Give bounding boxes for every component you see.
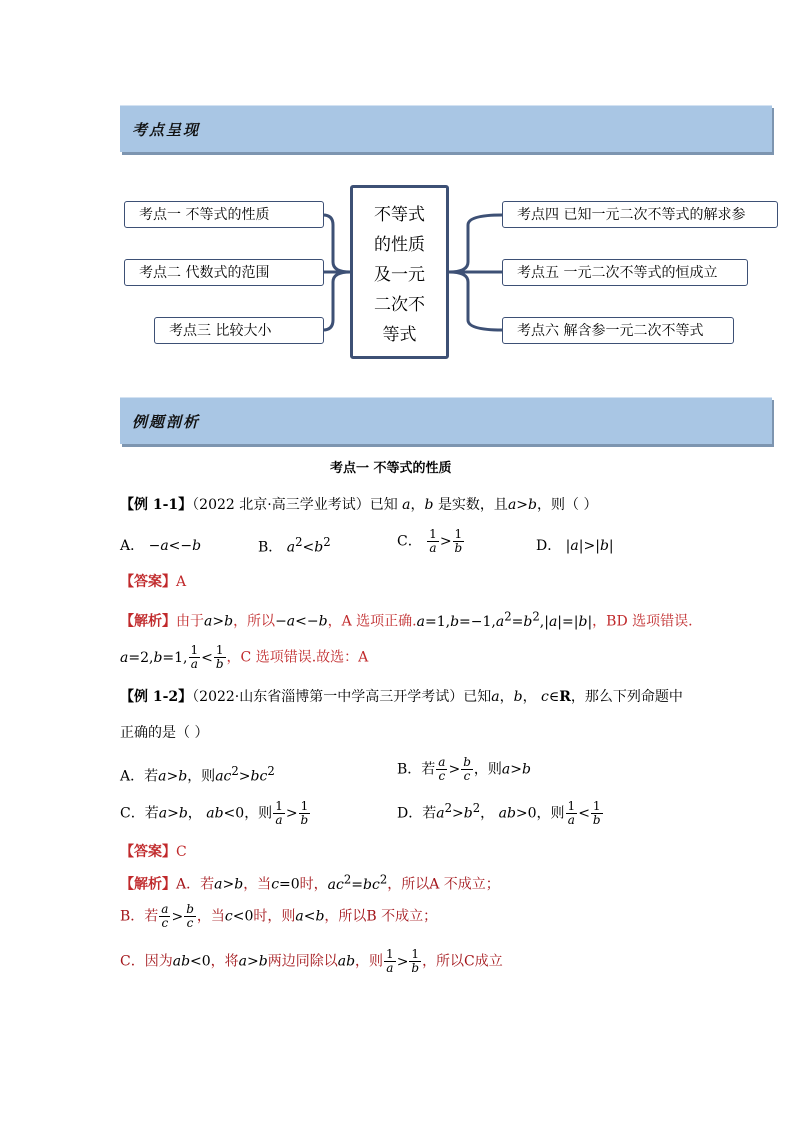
option-label: D．若	[397, 805, 437, 822]
option-text: ，则	[244, 805, 273, 822]
option-c: C． $\frac{1}{a}$ > $\frac{1}{b}$	[397, 527, 463, 555]
node-label: 考点二 代数式的范围	[139, 265, 270, 281]
example-1-2-stem: 【例 1-2】（2022·山东省淄博第一中学高三开学考试）已知a，b， c∈R，那么下列命题中	[120, 689, 683, 705]
analysis-text: ，A 选项正确.	[327, 613, 417, 630]
mindmap-node-topic-3	[154, 317, 324, 344]
analysis-text: 两边同除以	[267, 953, 338, 970]
analysis-1-2-line-a: 【解析】A．若a>b，当c=0时，$ac^2=bc^2$，所以A 不成立；	[120, 872, 500, 893]
example-label: 【例 1-2】	[120, 689, 193, 705]
analysis-text: ，当	[243, 876, 272, 893]
answer-label: 【答案】	[120, 574, 176, 590]
example-ask: ，则（ ）	[537, 497, 598, 513]
option-label: B．	[258, 539, 283, 556]
analysis-text: ，所以B 不成立；	[324, 908, 438, 925]
answer-label: 【答案】	[120, 844, 176, 860]
analysis-1-2-line-b: B．若 $\frac{a}{c}$ > $\frac{b}{c}$ ，当c<0时，则a<b，所以B 不成立；	[120, 902, 438, 930]
center-line: 等式	[382, 325, 417, 345]
analysis-text: B．若	[120, 908, 159, 925]
analysis-label: 【解析】	[120, 613, 176, 630]
option-b: B．若 $\frac{a}{c}$ > $\frac{b}{c}$ ，则a>b	[397, 755, 531, 783]
node-label: 考点六 解含参一元二次不等式	[517, 323, 704, 339]
analysis-1-1-line1: 【解析】由于a>b，所以−a<−b，A 选项正确$.a=1,b=-1,a^2=b^2,|a|=|b|$，BD 选项错误.	[120, 609, 693, 630]
mindmap-node-topic-6	[502, 317, 734, 344]
answer-value: A	[176, 574, 187, 590]
example-label: 【例 1-1】	[120, 497, 193, 513]
option-text: ，则	[187, 768, 216, 785]
option-label: C．	[397, 533, 422, 550]
analysis-text: ，C 选项错误.故选：A	[226, 649, 369, 666]
node-label: 考点五 一元二次不等式的恒成立	[517, 265, 718, 281]
answer-1-1	[120, 571, 186, 591]
center-line: 及一元	[374, 265, 425, 285]
mindmap-node-topic-1	[124, 201, 324, 228]
option-b: B． $a^2<b^2$	[258, 535, 331, 556]
node-label: 考点四 已知一元二次不等式的解求参	[517, 207, 746, 223]
analysis-text: 时，	[299, 876, 328, 893]
option-label: A．	[120, 538, 145, 554]
mindmap-node-topic-4	[502, 201, 778, 228]
example-1-1-stem: 【例 1-1】（2022 北京·高三学业考试）已知 a，b 是实数，且a>b，则（ ）	[120, 497, 598, 513]
analysis-text: ，所以C成立	[422, 953, 503, 970]
option-c: C．若a>b， ab<0，则 $\frac{1}{a}$ > $\frac{1}{b}$	[120, 799, 309, 827]
example-source: （2022·山东省淄博第一中学高三开学考试）已知	[192, 689, 492, 705]
analysis-text: ，所以A 不成立；	[387, 876, 500, 893]
center-line: 不等式	[374, 205, 425, 225]
analysis-text: ，BD 选项错误.	[592, 613, 693, 630]
answer-1-2	[120, 841, 187, 861]
analysis-text: ，则	[355, 953, 384, 970]
mindmap-node-topic-2	[124, 259, 324, 286]
node-label: 考点一 不等式的性质	[139, 207, 270, 223]
topic-heading: 考点一 不等式的性质	[330, 461, 452, 476]
analysis-label: 【解析】	[120, 876, 176, 893]
analysis-1-1-line2: a=2,b=1, $\frac{1}{a}$ < $\frac{1}{b}$ ，C 选项错误.故选：A	[120, 643, 369, 671]
option-text: ，则	[536, 805, 565, 822]
analysis-text: ，所以	[233, 613, 276, 630]
analysis-text: ，将	[210, 953, 239, 970]
option-a: A．若a>b，则$ac^2>bc^2$	[120, 764, 275, 785]
option-d: D． |a|>|b|	[536, 538, 614, 554]
analysis-1-2-line-c: C．因为ab<0，将a>b两边同除以ab，则 $\frac{1}{a}$ > $\frac{1}{b}$ ，所以C成立	[120, 947, 503, 975]
analysis-text: A．若	[176, 876, 215, 893]
example-stem: 是实数，且	[437, 497, 508, 513]
section-title-overview: 考点呈现	[132, 121, 201, 139]
option-label: C．若	[120, 805, 159, 822]
analysis-text: C．因为	[120, 953, 173, 970]
analysis-text: 由于	[176, 613, 204, 630]
example-source: （2022 北京·高三学业考试）已知	[192, 497, 398, 513]
answer-value: C	[176, 844, 187, 860]
mindmap-node-topic-5	[502, 259, 748, 286]
section-banner-examples	[120, 397, 772, 444]
option-label: D．	[536, 538, 562, 554]
option-d: D．若$a^2>b^2$， ab>0，则 $\frac{1}{a}$ < $\frac{1}{b}$	[397, 799, 601, 827]
section-title-examples: 例题剖析	[132, 413, 201, 431]
center-line: 二次不	[374, 295, 425, 315]
node-label: 考点三 比较大小	[169, 323, 272, 339]
option-label: A．若	[120, 768, 159, 785]
option-label: B．若	[397, 761, 436, 778]
mindmap-center-node	[350, 185, 449, 359]
analysis-text: ，当	[196, 908, 225, 925]
option-text: ，则	[473, 761, 502, 778]
analysis-text: 时，则	[253, 908, 296, 925]
center-line: 的性质	[374, 235, 425, 255]
option-a: A． −a<−b	[120, 538, 202, 554]
example-1-2-stem-line2: 正确的是（ ）	[120, 725, 209, 741]
example-stem: ，那么下列命题中	[570, 689, 683, 705]
